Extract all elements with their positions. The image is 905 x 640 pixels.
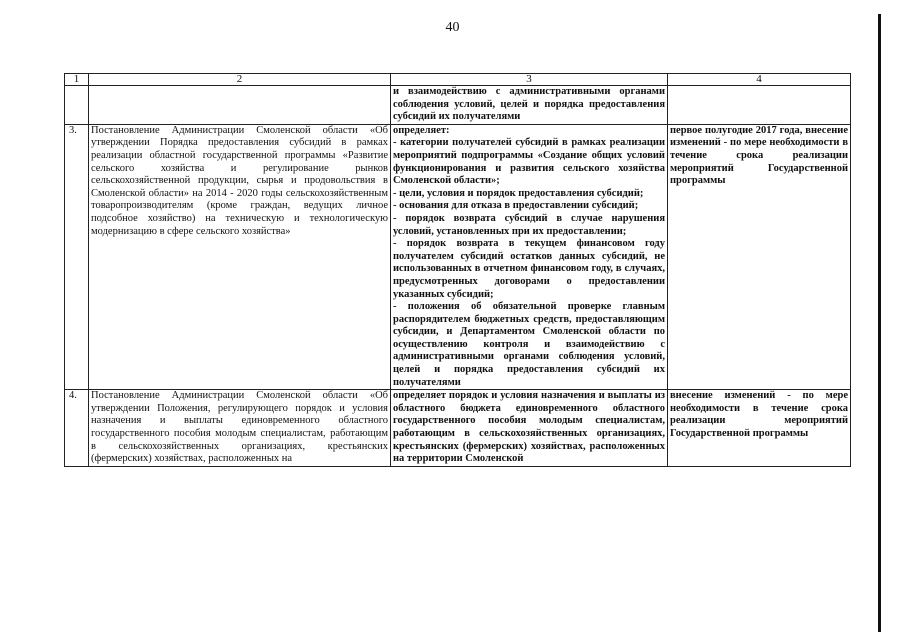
content-cell (391, 86, 668, 125)
page-edge-rule (878, 14, 881, 632)
legal-act-cell (89, 86, 391, 125)
table-row (65, 86, 851, 125)
content-cell (391, 390, 668, 467)
row-number: 4. (65, 390, 89, 467)
content-paragraph: - основания для отказа в предоставлении субсидий; (393, 200, 639, 212)
deadline-cell (668, 86, 851, 125)
legal-act-cell: Постановление Администрации Смоленской области «Об утверждении Положения, регулирующего порядок и условия назначения и выплаты единовременного областного государственного пособия молодым специалистам, работающим в сельскохозяйственных организациях, крестьянских (фермерских) хозяйствах, расположенных на (89, 390, 391, 467)
column-header-4: 4 (668, 74, 851, 86)
content-paragraph: - положения об обязательной проверке главным распорядителем бюджетных средств, предоставляющим субсидии, и Департаментом Смоленской области по осуществлению контроля и взаимодействию с административными органами соблюдения условий, целей и порядка предоставления субсидий их получателями (393, 301, 665, 388)
table-header-row (65, 74, 851, 86)
column-header-1: 1 (65, 74, 89, 86)
content-paragraph: - порядок возврата субсидий в случае нарушения условий, установленных при их предоставлении; (393, 212, 665, 237)
column-header-2: 2 (89, 74, 391, 86)
measures-table (64, 73, 851, 467)
legal-act-cell: Постановление Администрации Смоленской области «Об утверждении Порядка предоставления субсидий в рамках реализации областной государственной программы «Развитие сельского хозяйства и регулирование рынков сельскохозяйственной продукции, сырья и продовольствия в Смоленской области» на 2014 - 2020 годы сельскохозяйственным товаропроизводителям (кроме граждан, ведущих личное подсобное хозяйство) на техническую и технологическую модернизацию в сфере сельского хозяйства» (89, 124, 391, 389)
content-paragraph: определяет порядок и условия назначения и выплаты из областного бюджета единовременного областного государственного пособия молодым специалистам, работающим в сельскохозяйственных организациях, крестьянских (фермерских) хозяйствах, расположенных на территории Смоленской (393, 390, 665, 465)
content-paragraph: - категории получателей субсидий в рамках реализации мероприятий подпрограммы «Создание общих условий функционирования и развития сельского хозяйства Смоленской области»; (393, 137, 665, 187)
page-number: 40 (445, 20, 460, 35)
deadline-cell: первое полугодие 2017 года, внесение изменений - по мере необходимости в течение срока реализации мероприятий Государственной программы (668, 124, 851, 389)
row-number (65, 86, 89, 125)
column-header-3: 3 (391, 74, 668, 86)
table-row (65, 124, 851, 389)
content-paragraph: - цели, условия и порядок предоставления субсидий; (393, 187, 644, 199)
deadline-cell: внесение изменений - по мере необходимости в течение срока реализации мероприятий Государственной программы (668, 390, 851, 467)
content-cell (391, 124, 668, 389)
row-number: 3. (65, 124, 89, 389)
content-paragraph: и взаимодействию с административными органами соблюдения условий, целей и порядка предоставления субсидий их получателями (393, 86, 665, 123)
table-row (65, 390, 851, 467)
content-paragraph: - порядок возврата в текущем финансовом году получателем субсидий остатков данных субсидий, не использованных в отчетном финансовом году, в случаях, предусмотренных договорами о предоставлении указанных субсидий; (393, 238, 665, 300)
content-paragraph: определяет: (393, 124, 450, 136)
